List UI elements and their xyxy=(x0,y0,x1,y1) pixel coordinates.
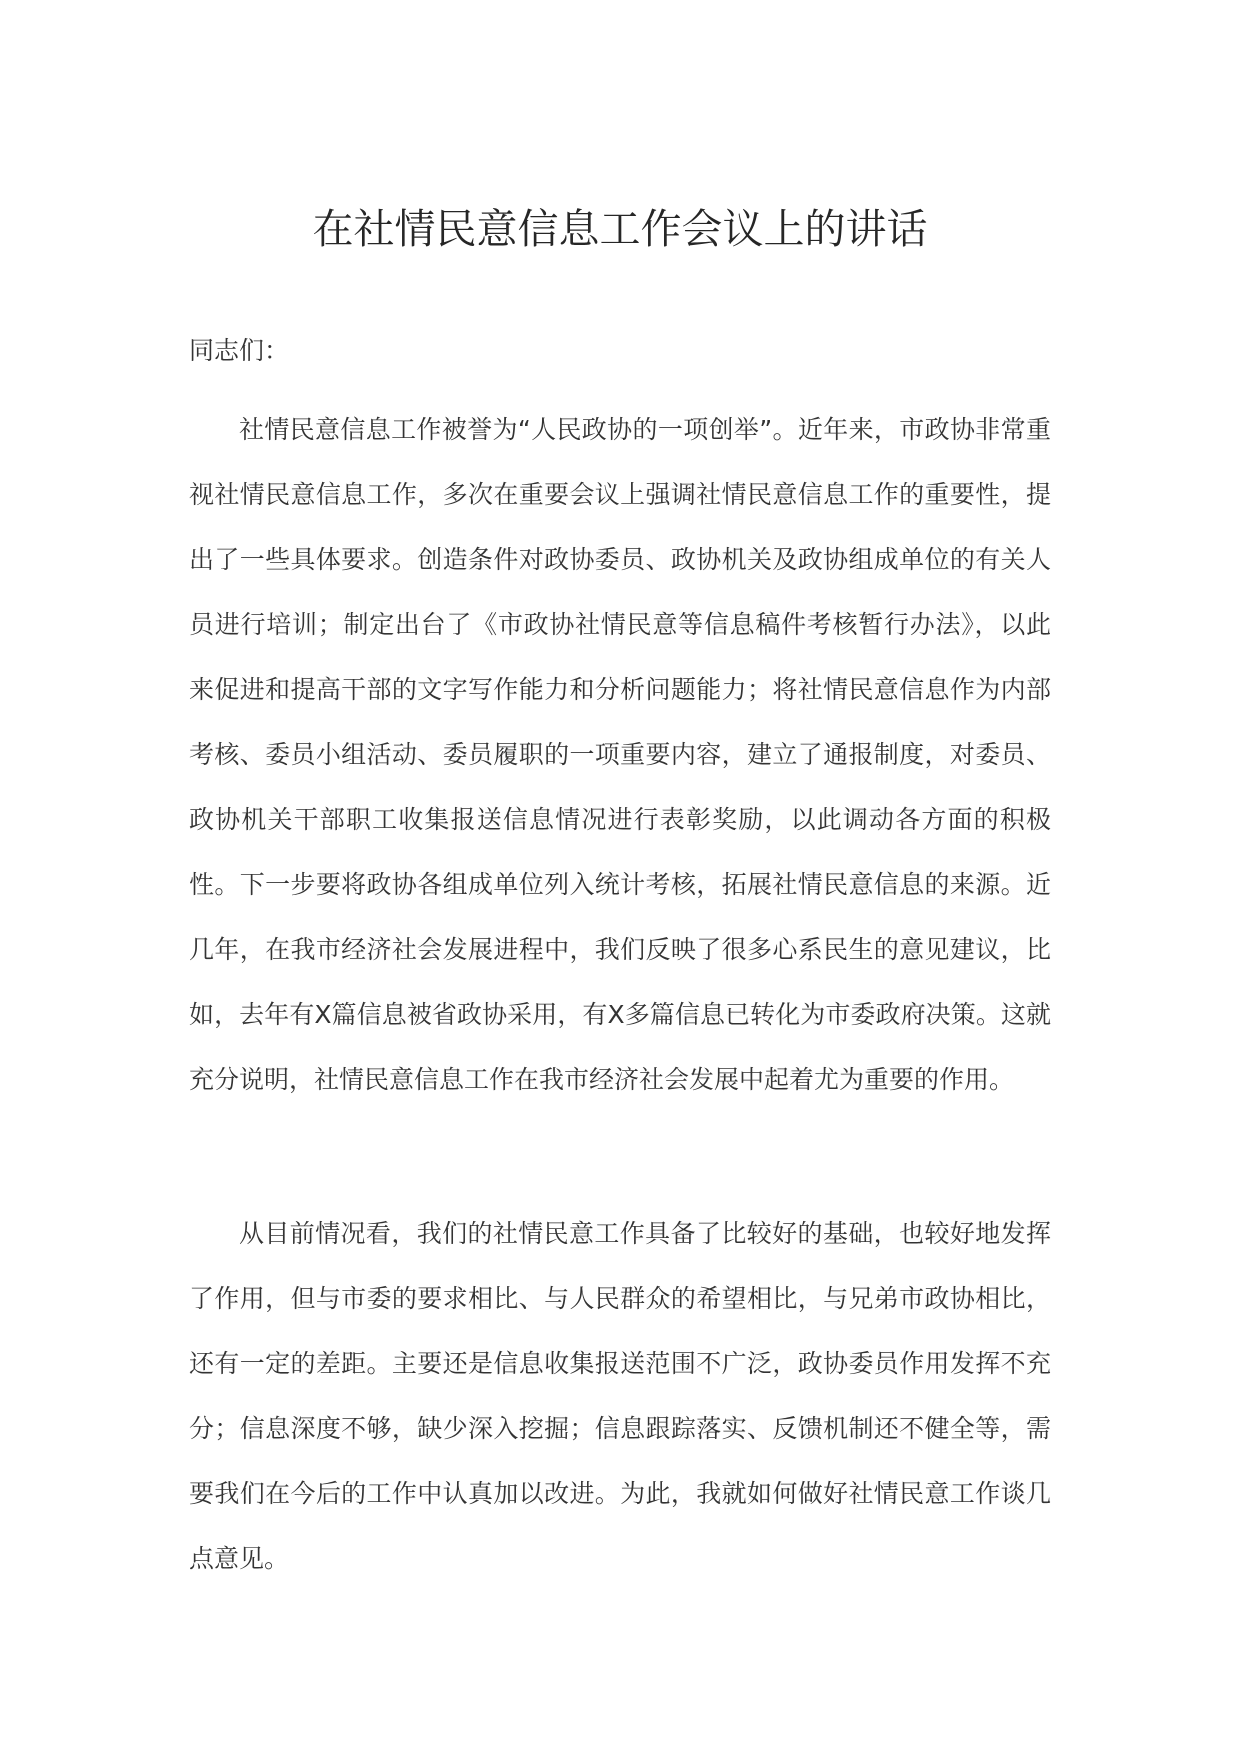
body-paragraph-2: 从目前情况看，我们的社情民意工作具备了比较好的基础，也较好地发挥了作用，但与市委的要求相比、与人民群众的希望相比，与兄弟市政协相比，还有一定的差距。主要还是信息收集报送范围不广泛，政协委员作用发挥不充分；信息深度不够，缺少深入挖掘；信息跟踪落实、反馈机制还不健全等，需要我们在今后的工作中认真加以改进。为此，我就如何做好社情民意工作谈几点意见。 xyxy=(189,1219,1051,1573)
salutation: 同志们： xyxy=(189,336,290,365)
body-paragraph-1: 社情民意信息工作被誉为“人民政协的一项创举”。近年来，市政协非常重视社情民意信息工作，多次在重要会议上强调社情民意信息工作的重要性，提出了一些具体要求。创造条件对政协委员、政协机关及政协组成单位的有关人员进行培训；制定出台了《市政协社情民意等信息稿件考核暂行办法》，以此来促进和提高干部的文字写作能力和分析问题能力；将社情民意信息作为内部考核、委员小组活动、委员履职的一项重要内容，建立了通报制度，对委员、政协机关干部职工收集报送信息情况进行表彰奖励，以此调动各方面的积极性。下一步要将政协各组成单位列入统计考核，拓展社情民意信息的来源。近几年，在我市经济社会发展进程中，我们反映了很多心系民生的意见建议，比如，去年有X篇信息被省政协采用，有X多篇信息已转化为市委政府决策。这就充分说明，社情民意信息工作在我市经济社会发展中起着尤为重要的作用。 xyxy=(189,415,1051,1094)
document-title: 在社情民意信息工作会议上的讲话 xyxy=(312,205,928,253)
